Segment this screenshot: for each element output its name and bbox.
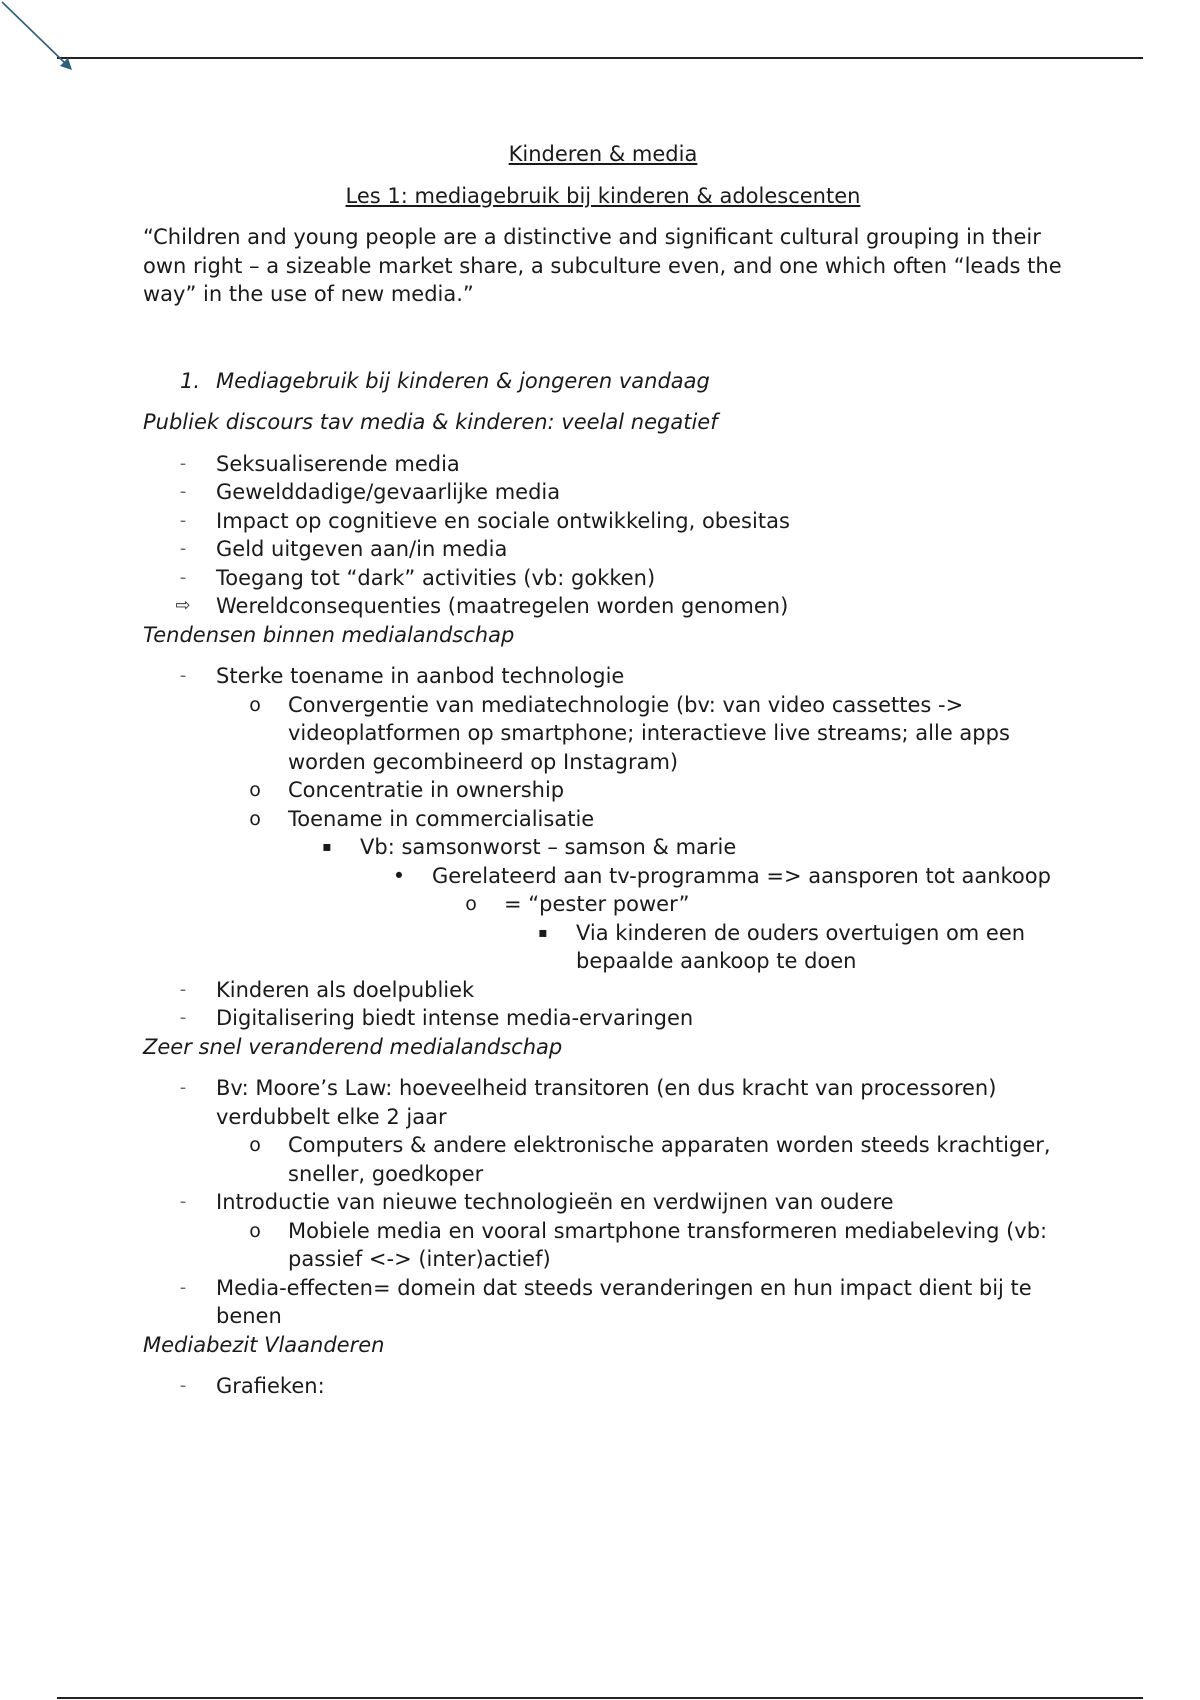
list-item xyxy=(143,564,1063,593)
dash-marker: - xyxy=(179,509,187,531)
list-item xyxy=(143,1188,1063,1217)
subheading-publiek: Publiek discours tav media & kinderen: veelal negatief xyxy=(143,410,718,434)
list-item-text: Toename in commercialisatie xyxy=(288,806,595,831)
subheading-mediabezit: Mediabezit Vlaanderen xyxy=(143,1332,385,1357)
list-item xyxy=(143,1217,1063,1274)
list-item-text: Wereldconsequenties (maatregelen worden genomen) xyxy=(216,594,789,618)
list-item xyxy=(143,833,1063,862)
list-item-text: Mobiele media en vooral smartphone transformeren mediabeleving (vb: passief <-> (inter)actief) xyxy=(288,1218,1048,1271)
list-item xyxy=(143,1074,1063,1131)
list-item xyxy=(143,662,1063,691)
list-item-text: Kinderen als doelpubliek xyxy=(216,977,475,1002)
list-item xyxy=(143,507,1063,536)
list-item-text: Computers & andere elektronische apparaten worden steeds krachtiger, sneller, goedkoper xyxy=(288,1133,1051,1186)
list-item xyxy=(143,776,1063,805)
footer-rule xyxy=(57,1697,1143,1699)
square-marker: ▪ xyxy=(322,839,332,855)
list-item xyxy=(143,862,1063,891)
dash-marker: - xyxy=(179,1191,187,1212)
tendensen-list xyxy=(143,662,1063,1033)
list-item xyxy=(143,450,1063,479)
dash-marker: - xyxy=(179,665,187,686)
list-item-text: Grafieken: xyxy=(216,1374,325,1398)
intro-quote: “Children and young people are a distinctive and significant cultural grouping in their own right – a sizeable market share, a subculture even, and one which often “leads the way” in the use of new media.” xyxy=(143,225,1062,306)
arrow-right-icon: ⇨ xyxy=(175,595,191,616)
dash-marker: - xyxy=(179,566,187,588)
dash-marker: - xyxy=(179,1007,187,1028)
list-item-text: Gewelddadige/gevaarlijke media xyxy=(216,480,561,504)
list-item-text: Digitalisering biedt intense media-ervaringen xyxy=(216,1006,694,1030)
document-subtitle: Les 1: mediagebruik bij kinderen & adolescenten xyxy=(345,183,861,208)
list-item-text: Toegang tot “dark” activities (vb: gokken) xyxy=(216,565,656,590)
subheading-zeer-snel: Zeer snel veranderend medialandschap xyxy=(143,1034,563,1059)
circle-marker: o xyxy=(249,693,261,716)
corner-arrow-icon xyxy=(0,0,80,80)
circle-marker: o xyxy=(249,1134,261,1156)
subheading-tendensen: Tendensen binnen medialandschap xyxy=(143,622,515,647)
list-item-text: Media-effecten= domein dat steeds veranderingen en hun impact dient bij te benen xyxy=(216,1275,1032,1328)
circle-marker: o xyxy=(249,1219,261,1242)
list-item-text: Gerelateerd aan tv-programma => aansporen tot aankoop xyxy=(432,863,1051,888)
list-item-text: Seksualiserende media xyxy=(216,451,460,476)
list-item xyxy=(143,1274,1063,1331)
dash-marker: - xyxy=(179,452,187,474)
list-item xyxy=(143,890,1063,919)
document-body xyxy=(143,140,1063,1401)
list-item xyxy=(143,1131,1063,1188)
section-title: Mediagebruik bij kinderen & jongeren vandaag xyxy=(216,368,710,393)
list-item-text: Introductie van nieuwe technologieën en verdwijnen van oudere xyxy=(216,1190,894,1214)
dash-marker: - xyxy=(179,1375,187,1396)
zeer-snel-list xyxy=(143,1074,1063,1331)
list-item xyxy=(143,976,1063,1005)
section-number: 1. xyxy=(180,368,201,393)
mediabezit-list xyxy=(143,1372,1063,1401)
section-heading xyxy=(143,367,1063,396)
list-item xyxy=(143,1372,1063,1401)
list-item-text: = “pester power” xyxy=(504,892,690,916)
list-item-text: Via kinderen de ouders overtuigen om een bepaalde aankoop te doen xyxy=(576,920,1026,973)
list-item xyxy=(143,1004,1063,1033)
dash-marker: - xyxy=(179,978,187,1000)
list-item-text: Geld uitgeven aan/in media xyxy=(216,537,508,561)
conclusion-item xyxy=(143,592,1063,621)
list-item xyxy=(143,535,1063,564)
list-item xyxy=(143,919,1063,976)
list-item-text: Concentratie in ownership xyxy=(288,778,565,802)
circle-marker: o xyxy=(465,893,477,915)
header-rule xyxy=(57,57,1143,59)
dash-marker: - xyxy=(179,1077,187,1098)
publiek-list xyxy=(143,450,1063,621)
circle-marker: o xyxy=(249,807,261,830)
dash-marker: - xyxy=(179,1276,187,1298)
list-item xyxy=(143,691,1063,777)
document-title: Kinderen & media xyxy=(508,142,698,166)
square-marker: ▪ xyxy=(538,924,548,941)
list-item-text: Bv: Moore’s Law: hoeveelheid transitoren (en dus kracht van processoren) verdubbelt elke 2 jaar xyxy=(216,1076,997,1129)
list-item xyxy=(143,805,1063,834)
dash-marker: - xyxy=(179,481,187,502)
list-item xyxy=(143,478,1063,507)
list-item-text: Impact op cognitieve en sociale ontwikkeling, obesitas xyxy=(216,508,790,533)
circle-marker: o xyxy=(249,779,261,801)
list-item-text: Convergentie van mediatechnologie (bv: van video cassettes -> videoplatformen op smartphone; interactieve live streams; alle apps worden gecombineerd op Instagram) xyxy=(288,692,1010,774)
bullet-marker: • xyxy=(392,863,406,888)
list-item-text: Sterke toename in aanbod technologie xyxy=(216,664,625,688)
list-item-text: Vb: samsonworst – samson & marie xyxy=(360,835,737,859)
dash-marker: - xyxy=(179,538,187,559)
